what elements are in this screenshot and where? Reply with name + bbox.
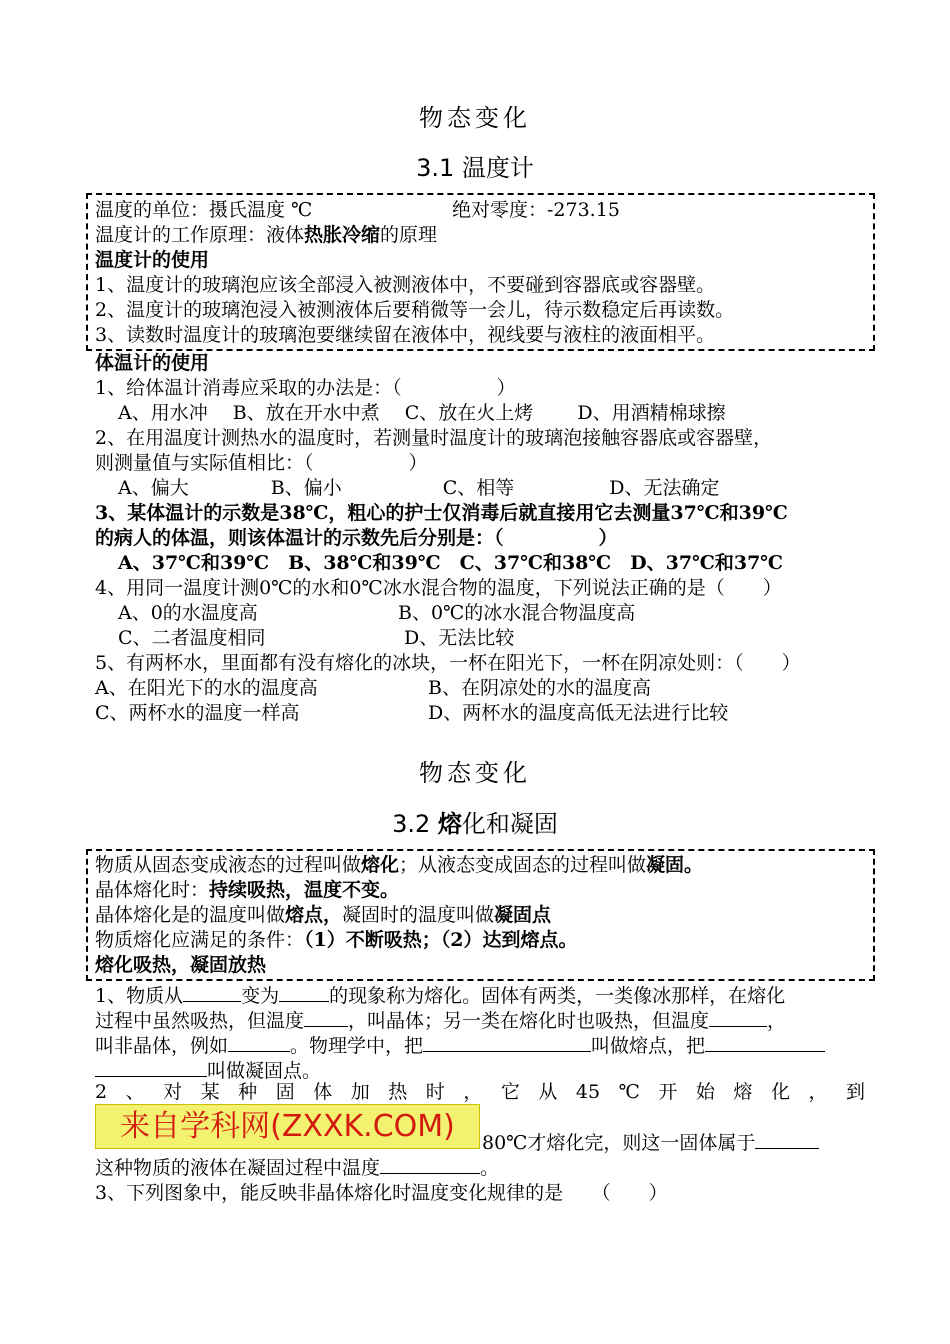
q1-text-7: 叫非晶体，例如 (95, 1035, 229, 1057)
question-4: 4、用同一温度计测0℃的水和0℃冰水混合物的温度，下列说法正确的是（ ） (95, 577, 782, 599)
usage-heading: 温度计的使用 (95, 249, 210, 271)
principle-text: 温度计的工作原理：液体 (95, 224, 305, 246)
section1-subheading: 3.1 温度计 (416, 154, 534, 182)
q2-text-4: 。 (480, 1157, 500, 1179)
cond-key: （1）不断吸热；（2）达到熔点。 (304, 929, 578, 951)
crystal-text: 晶体熔化时： (95, 879, 210, 901)
absolute-zero: 绝对零度：-273.15 (452, 199, 620, 221)
fill-question-1-line3 (95, 1033, 825, 1058)
question-5-option-d: D、两杯水的温度高低无法进行比较 (428, 702, 729, 724)
blank-9[interactable] (755, 1130, 819, 1149)
unit-text: 温度的单位：摄氏温度 ℃ (95, 199, 313, 221)
subheading-rest: 化和凝固 (461, 810, 558, 838)
blank-10[interactable] (380, 1155, 480, 1174)
blank-5[interactable] (228, 1033, 290, 1052)
q1-text-1: 1、物质从 (95, 985, 184, 1007)
question-5-option-c: C、两杯水的温度一样高 (95, 702, 300, 724)
q2-text-3: 这种物质的液体在凝固过程中温度 (95, 1157, 381, 1179)
question-5-option-a: A、在阳光下的水的温度高 (95, 677, 318, 699)
melting-condition-line (95, 928, 577, 952)
question-3-line2: 的病人的体温，则该体温计的示数先后分别是：（ ） (95, 527, 618, 549)
question-3-options: A、37℃和39℃ B、38℃和39℃ C、37℃和38℃ D、37℃和37℃ (118, 552, 784, 574)
unit-line (95, 198, 312, 222)
question-4-option-a: A、0的水温度高 (118, 602, 258, 624)
principle-line (95, 223, 437, 247)
blank-7[interactable] (705, 1033, 825, 1052)
def-text-2: ；从液态变成固态的过程叫做 (399, 854, 647, 876)
subheading-number: 3.2 (392, 810, 438, 838)
question-2-line2: 则测量值与实际值相比：（ ） (95, 452, 428, 474)
question-2-options: A、偏大 B、偏小 C、相等 D、无法确定 (118, 477, 720, 499)
question-5: 5、有两杯水，里面都有没有熔化的冰块，一杯在阳光下，一杯在阴凉处则：（ ） (95, 652, 801, 674)
crystal-key: 持续吸热，温度不变。 (209, 879, 400, 901)
heat-summary: 熔化吸热，凝固放热 (95, 954, 267, 976)
fill-question-2-line1: 2、对某种固体加热时，它从45℃开始熔化，到 (95, 1081, 865, 1103)
q1-text-9: 叫做熔点，把 (591, 1035, 706, 1057)
def-text-1: 物质从固态变成液态的过程叫做 (95, 854, 362, 876)
usage-rule-1: 1、温度计的玻璃泡应该全部浸入被测液体中，不要碰到容器底或容器壁。 (95, 274, 716, 296)
subheading-bold: 熔 (437, 810, 462, 838)
question-4-option-c: C、二者温度相同 (118, 627, 266, 649)
mp-text-2: 凝固时的温度叫做 (342, 904, 495, 926)
blank-1[interactable] (183, 983, 241, 1002)
question-5-option-b: B、在阴凉处的水的温度高 (428, 677, 651, 699)
mp-key-1: 熔点， (285, 904, 343, 926)
q2-text-2: 80℃才熔化完，则这一固体属于 (482, 1132, 756, 1154)
blank-3[interactable] (304, 1008, 348, 1027)
principle-suffix: 的原理 (380, 224, 438, 246)
fill-question-2-line2 (482, 1130, 819, 1155)
question-2-line1: 2、在用温度计测热水的温度时，若测量时温度计的玻璃泡接触容器底或容器壁， (95, 427, 773, 449)
q1-text-2: 变为 (241, 985, 280, 1007)
question-3-line1: 3、某体温计的示数是38℃，粗心的护士仅消毒后就直接用它去测量37℃和39℃ (95, 502, 788, 524)
fill-question-1-line1 (95, 983, 785, 1008)
section2-subheading (0, 809, 950, 839)
blank-8[interactable] (95, 1058, 207, 1077)
section2-heading: 物态变化 (419, 759, 531, 787)
question-1-options: A、用水冲 B、放在开水中煮 C、放在火上烤 D、用酒精棉球擦 (118, 402, 726, 424)
q1-text-8: 。物理学中，把 (290, 1035, 424, 1057)
q1-text-6: ， (767, 1010, 787, 1032)
melting-point-line (95, 903, 551, 927)
mp-key-2: 凝固点 (494, 904, 552, 926)
blank-2[interactable] (279, 983, 329, 1002)
blank-6[interactable] (423, 1033, 591, 1052)
cond-text: 物质熔化应满足的条件： (95, 929, 305, 951)
def-key-solidify: 凝固。 (646, 854, 704, 876)
crystal-melting-line (95, 878, 399, 902)
fill-question-1-line2 (95, 1008, 786, 1033)
question-4-option-b: B、0℃的冰水混合物温度高 (398, 602, 636, 624)
usage-rule-2: 2、温度计的玻璃泡浸入被测液体后要稍微等一会儿，待示数稳定后再读数。 (95, 299, 735, 321)
question-1: 1、给体温计消毒应采取的办法是：（ ） (95, 377, 516, 399)
principle-key: 热胀冷缩 (304, 224, 381, 246)
blank-4[interactable] (709, 1008, 767, 1027)
q1-text-4: 过程中虽然吸热，但温度 (95, 1010, 305, 1032)
definition-line (95, 853, 703, 877)
section1-heading: 物态变化 (419, 104, 531, 132)
fill-question-2-line3 (95, 1155, 499, 1180)
q1-text-10: 叫做凝固点。 (207, 1060, 322, 1082)
question-3-graph: 3、下列图象中，能反映非晶体熔化时温度变化规律的是 （ ） (95, 1182, 668, 1204)
usage-rule-3: 3、读数时温度计的玻璃泡要继续留在液体中，视线要与液柱的液面相平。 (95, 324, 716, 346)
mp-text-1: 晶体熔化是的温度叫做 (95, 904, 286, 926)
watermark-logo: 来自学科网(ZXXK.COM) (95, 1104, 480, 1149)
question-4-option-d: D、无法比较 (404, 627, 515, 649)
q1-text-5: ，叫晶体；另一类在熔化时也吸热，但温度 (348, 1010, 710, 1032)
q1-text-3: 的现象称为熔化。固体有两类，一类像冰那样，在熔化 (329, 985, 786, 1007)
def-key-melting: 熔化 (361, 854, 400, 876)
clinical-thermometer-heading: 体温计的使用 (95, 352, 210, 374)
